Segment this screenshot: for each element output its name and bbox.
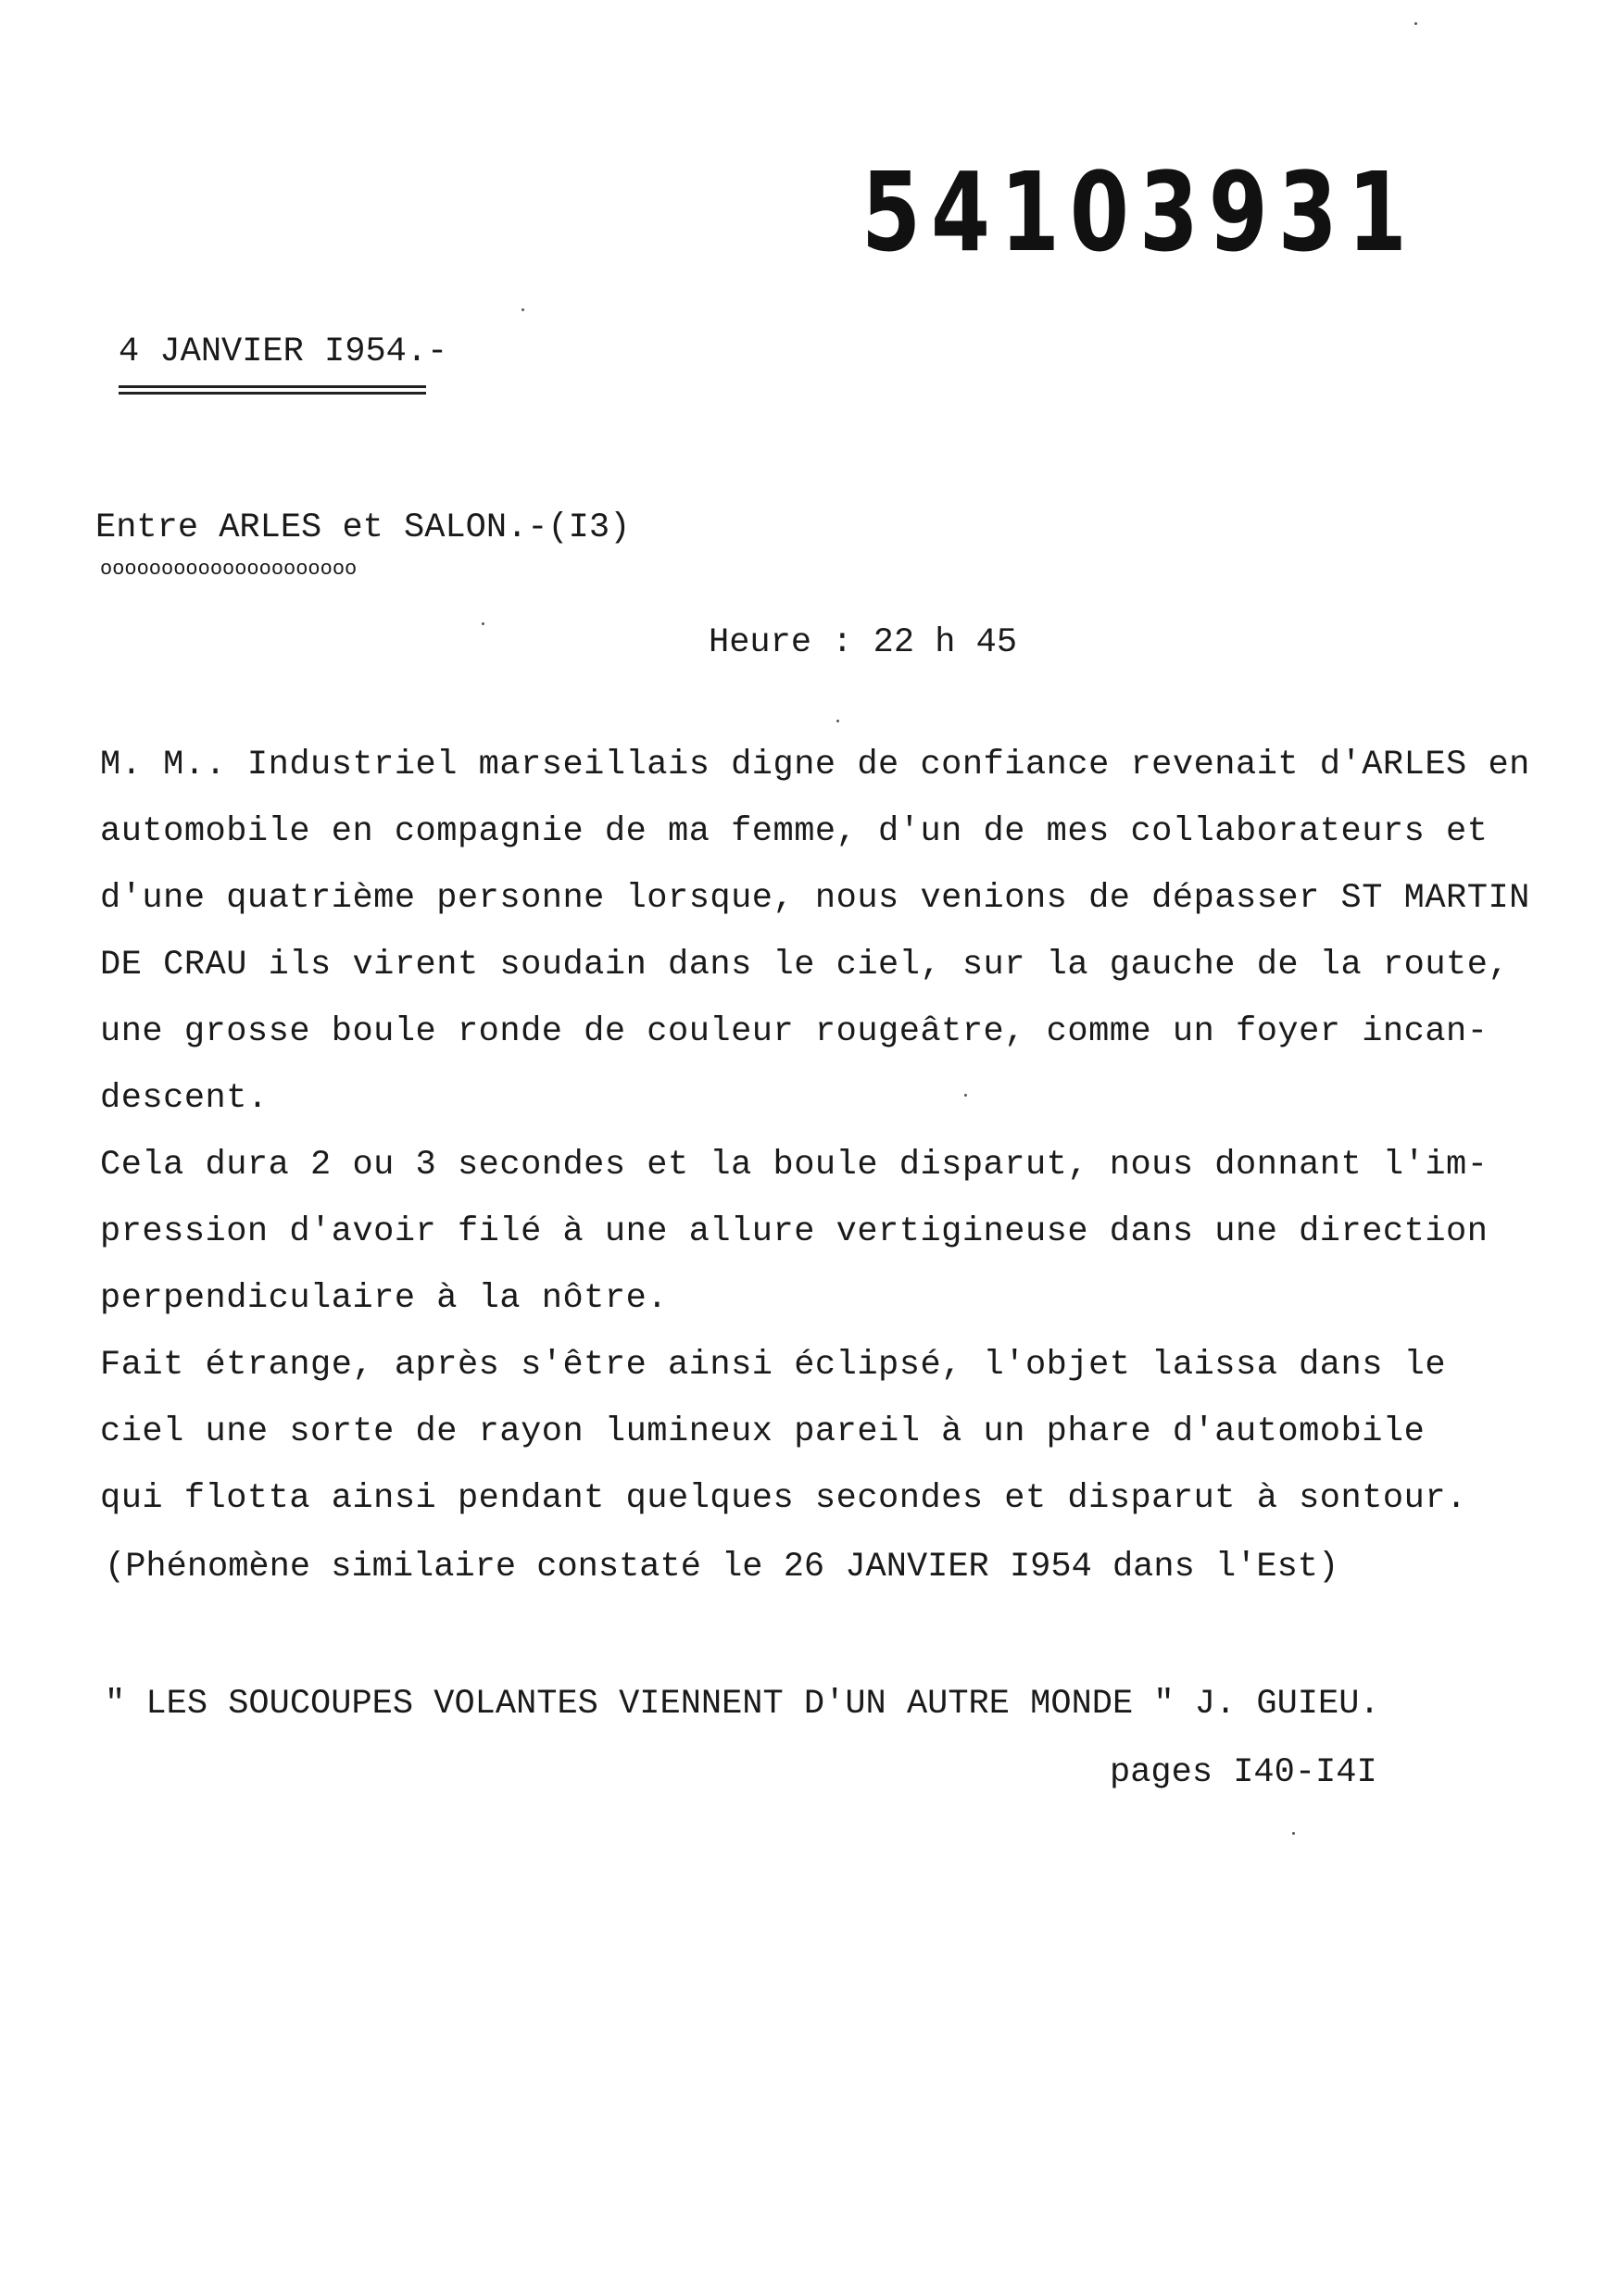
similar-phenomenon-note: (Phénomène similaire constaté le 26 JANVIER I954 dans l'Est) <box>105 1548 1339 1587</box>
source-pages: pages I40-I4I <box>1110 1753 1377 1792</box>
scan-speck <box>964 1094 967 1097</box>
body-line: pression d'avoir filé à une allure vertigineuse dans une direction <box>100 1212 1489 1251</box>
body-line: Cela dura 2 ou 3 secondes et la boule disparut, nous donnant l'im- <box>100 1146 1489 1185</box>
date-double-underline <box>119 385 426 395</box>
location-underline: ooooooooooooooooooooo <box>100 558 358 581</box>
body-line: ciel une sorte de rayon lumineux pareil à un phare d'automobile <box>100 1412 1426 1451</box>
time-line: Heure : 22 h 45 <box>709 623 1018 662</box>
body-line: Fait étrange, après s'être ainsi éclipsé, l'objet laissa dans le <box>100 1346 1447 1385</box>
report-body <box>100 732 1601 1532</box>
scan-speck <box>521 308 524 311</box>
scan-speck <box>836 720 839 722</box>
location-heading: Entre ARLES et SALON.-(I3) <box>95 508 631 547</box>
body-line: DE CRAU ils virent soudain dans le ciel, sur la gauche de la route, <box>100 946 1510 985</box>
scan-speck <box>1292 1832 1295 1835</box>
scan-speck <box>1414 22 1417 25</box>
document-date: 4 JANVIER I954.- <box>119 332 448 371</box>
reference-number: 54103931 <box>861 148 1417 276</box>
body-line: perpendiculaire à la nôtre. <box>100 1279 668 1318</box>
body-line: une grosse boule ronde de couleur rougeâtre, comme un foyer incan- <box>100 1012 1489 1051</box>
body-line: d'une quatrième personne lorsque, nous venions de dépasser ST MARTIN <box>100 879 1530 918</box>
body-line: qui flotta ainsi pendant quelques secondes et disparut à sontour. <box>100 1479 1467 1518</box>
body-line: descent. <box>100 1079 269 1118</box>
source-citation: " LES SOUCOUPES VOLANTES VIENNENT D'UN AUTRE MONDE " J. GUIEU. <box>105 1685 1380 1724</box>
scan-speck <box>482 622 484 625</box>
body-line: automobile en compagnie de ma femme, d'un de mes collaborateurs et <box>100 812 1489 851</box>
body-line: M. M.. Industriel marseillais digne de confiance revenait d'ARLES en <box>100 746 1530 784</box>
